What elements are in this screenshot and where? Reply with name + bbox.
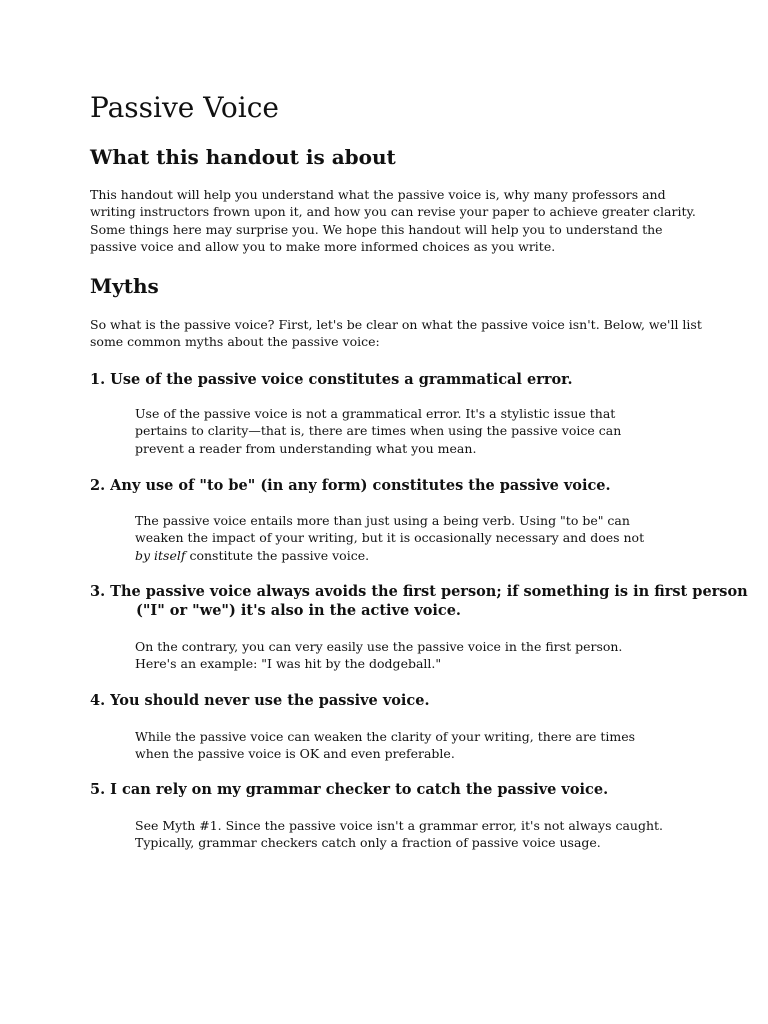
page-title: Passive Voice xyxy=(90,91,279,124)
about-paragraph xyxy=(90,186,696,256)
myth-3-explanation: On the contrary, you can very easily use the passive voice in the first person. Here's an example: "I was hit by the dodgeball." xyxy=(135,639,623,672)
myths-intro-paragraph xyxy=(90,316,702,351)
section-heading-myths: Myths xyxy=(90,274,159,298)
paragraph-line: passive voice and allow you to make more informed choices as you write. xyxy=(90,239,556,255)
paragraph-line: So what is the passive voice? First, let's be clear on what the passive voice isn't. Below, we'll list xyxy=(90,317,702,332)
paragraph-line: writing instructors frown upon it, and how you can revise your paper to achieve greater clarity. xyxy=(90,204,696,220)
paragraph-line: Some things here may surprise you. We hope this handout will help you to understand the xyxy=(90,221,663,237)
paragraph-line: This handout will help you understand what the passive voice is, why many professors and xyxy=(90,187,666,202)
myth-4-heading: 4. You should never use the passive voice. xyxy=(90,692,430,709)
italic-phrase: by itself xyxy=(135,547,186,563)
paragraph-line: some common myths about the passive voice: xyxy=(90,334,380,350)
myth-4-explanation: While the passive voice can weaken the clarity of your writing, there are times when the passive voice is OK and even preferable. xyxy=(135,729,636,762)
myth-1-heading: 1. Use of the passive voice constitutes a grammatical error. xyxy=(90,371,573,388)
myth-5-heading: 5. I can rely on my grammar checker to catch the passive voice. xyxy=(90,781,609,798)
myth-2-heading: 2. Any use of "to be" (in any form) constitutes the passive voice. xyxy=(90,477,611,494)
myth-1-explanation: Use of the passive voice is not a grammatical error. It's a stylistic issue that pertains to clarity—that is, there are times when using the passive voice can prevent a reader from understanding what you mean. xyxy=(135,406,622,456)
section-heading-about: What this handout is about xyxy=(90,145,396,169)
myth-2-explanation: The passive voice entails more than just using a being verb. Using "to be" can weaken the impact of your writing, but it is occasionally necessary and does not by itself constitute the passive voice. xyxy=(135,513,645,563)
myth-3-heading: 3. The passive voice always avoids the first person; if something is in first person ("I" or "we") it's also in the active voice. xyxy=(90,583,748,619)
myth-5-explanation: See Myth #1. Since the passive voice isn't a grammar error, it's not always caught. Typically, grammar checkers catch only a fraction of passive voice usage. xyxy=(135,818,664,851)
